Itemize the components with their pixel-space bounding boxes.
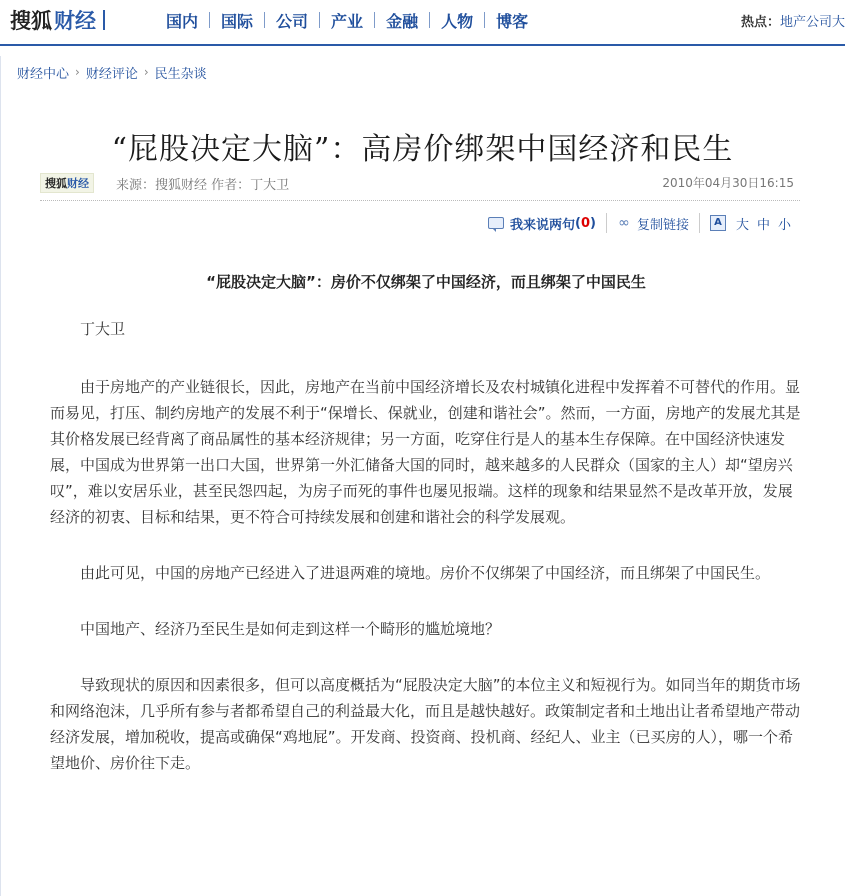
comment-count: 0 [580,215,590,231]
hot-label: 热点： [740,14,780,30]
breadcrumb [17,61,207,83]
top-bar [0,0,845,46]
source-badge [40,173,94,193]
comment-paren-open: ( [574,215,581,231]
comment-label: 我来说两句 [509,217,575,233]
copy-link-button[interactable] [607,214,699,233]
nav-item-domestic[interactable]: 国内 [166,11,199,31]
article-paragraph: 导致现状的原因和因素很多，但可以高度概括为“屁股决定大脑”的本位主义和短视行为。如同当年的期货市场和网络泡沫，几乎所有参与者都希望自己的利益最大化，而且是越快越好。政策制定者和土地出让者希望地产带动经济发展，增加税收，提高或确保“鸡地屁”。开发商、投资商、投机商、经纪人、业主（已买房的人），哪一个希望地价、房价往下走。 [50,676,801,772]
nav-item-people[interactable]: 人物 [441,11,474,31]
font-large-button[interactable]: 大 [735,217,749,233]
hot-topics [741,6,845,34]
article-body [50,266,802,776]
nav-item-industry[interactable]: 产业 [331,11,364,31]
hot-link[interactable]: 地产公司大 [779,14,845,30]
source-author: 来源：搜狐财经 作者：丁大卫 [116,178,290,193]
logo-sohu-text: 搜狐 [10,9,52,33]
comment-paren-close: ) [589,215,596,231]
left-border [0,56,1,896]
breadcrumb-finance-review[interactable]: 财经评论 [85,66,138,82]
article-tools [478,211,805,235]
logo-caijing-text: 财经 [54,9,96,33]
article-lead: “屁股决定大脑”：房价不仅绑架了中国经济，而且绑架了中国民生 [206,273,646,291]
nav-item-blog[interactable]: 博客 [496,11,529,31]
font-size-controls [700,214,805,233]
article-title: “屁股决定大脑”：高房价绑架中国经济和民生 [111,132,734,168]
font-small-button[interactable]: 小 [777,217,791,233]
logo-divider [103,10,105,30]
chevron-right-icon: › [143,65,149,79]
nav-item-finance[interactable]: 金融 [386,11,419,31]
nav-item-international[interactable]: 国际 [221,11,254,31]
chevron-right-icon: › [75,65,80,79]
article-author-line: 丁大卫 [80,320,126,338]
nav-item-company[interactable]: 公司 [276,11,309,31]
comment-button[interactable] [478,214,606,233]
badge-caijing-text: 财经 [67,177,89,190]
article-meta [40,172,800,201]
breadcrumb-finance-center[interactable]: 财经中心 [17,66,70,82]
breadcrumb-livelihood[interactable]: 民生杂谈 [154,66,207,82]
comment-icon [488,217,504,229]
sohu-caijing-logo[interactable] [10,6,105,34]
copy-link-label: 复制链接 [636,217,689,233]
article-paragraph: 中国地产、经济乃至民生是如何走到这样一个畸形的尴尬境地？ [80,620,501,638]
font-medium-button[interactable]: 中 [756,217,770,233]
article-paragraph: 由此可见，中国的房地产已经进入了进退两难的境地。房价不仅绑架了中国经济，而且绑架了中国民生。 [80,564,771,582]
publish-date: 2010年04月30日16:15 [662,176,794,190]
badge-sohu-text: 搜狐 [45,177,67,190]
font-size-icon: A [710,215,726,231]
main-nav [155,6,539,34]
link-icon: ∞ [618,215,630,231]
article-paragraph: 由于房地产的产业链很长，因此，房地产在当前中国经济增长及农村城镇化进程中发挥着不可替代的作用。显而易见，打压、制约房地产的发展不利于“保增长、保就业，创建和谐社会”。然而，一方面，房地产的发展尤其是其价格发展已经背离了商品属性的基本经济规律；另一方面，吃穿住行是人的基本生存保障。在中国经济快速发展，中国成为世界第一出口大国，世界第一外汇储备大国的同时，越来越多的人民群众（国家的主人）却“望房兴叹”，难以安居乐业，甚至民怨四起，为房子而死的事件也屡见报端。这样的现象和结果显然不是改革开放，发展经济的初衷、目标和结果，更不符合可持续发展和创建和谐社会的科学发展观。 [50,378,801,526]
